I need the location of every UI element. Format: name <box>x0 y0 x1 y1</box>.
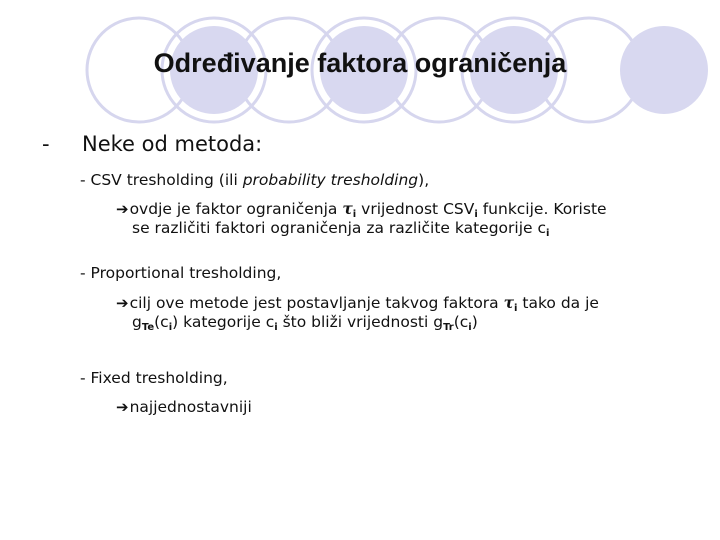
arrow-right-icon: ➔ <box>116 398 129 416</box>
arrow-right-icon: ➔ <box>116 200 129 218</box>
slide-title: Određivanje faktora ograničenja <box>153 48 567 78</box>
bullet-marker: - <box>42 132 50 156</box>
fixed-desc-line-1: ➔najjednostavniji <box>116 398 252 416</box>
arrow-right-icon: ➔ <box>116 294 129 312</box>
fixed-heading: - Fixed tresholding, <box>80 369 228 387</box>
prop-desc-line-1: ➔cilj ove metode jest postavljanje takvog faktora $\tau_i$ tako da je <box>116 293 599 314</box>
csv-desc-line-1: ➔ovdje je faktor ograničenja $\tau_i$ vrijednost $CSV_i$ funkcije. Koriste <box>116 199 607 220</box>
prop-heading: - Proportional tresholding, <box>80 264 282 282</box>
csv-desc-line-2: se različiti faktori ograničenja za različite kategorije $c_i$ <box>132 219 550 239</box>
csv-heading: - CSV tresholding (ili probability tresholding), <box>80 171 430 189</box>
prop-desc-line-2: $g_{Te}(c_i)$ kategorije $c_i$ što bliži vrijednosti $g_{Tr}(c_i)$ <box>132 313 478 333</box>
bullet-text: Neke od metoda: <box>82 132 263 156</box>
